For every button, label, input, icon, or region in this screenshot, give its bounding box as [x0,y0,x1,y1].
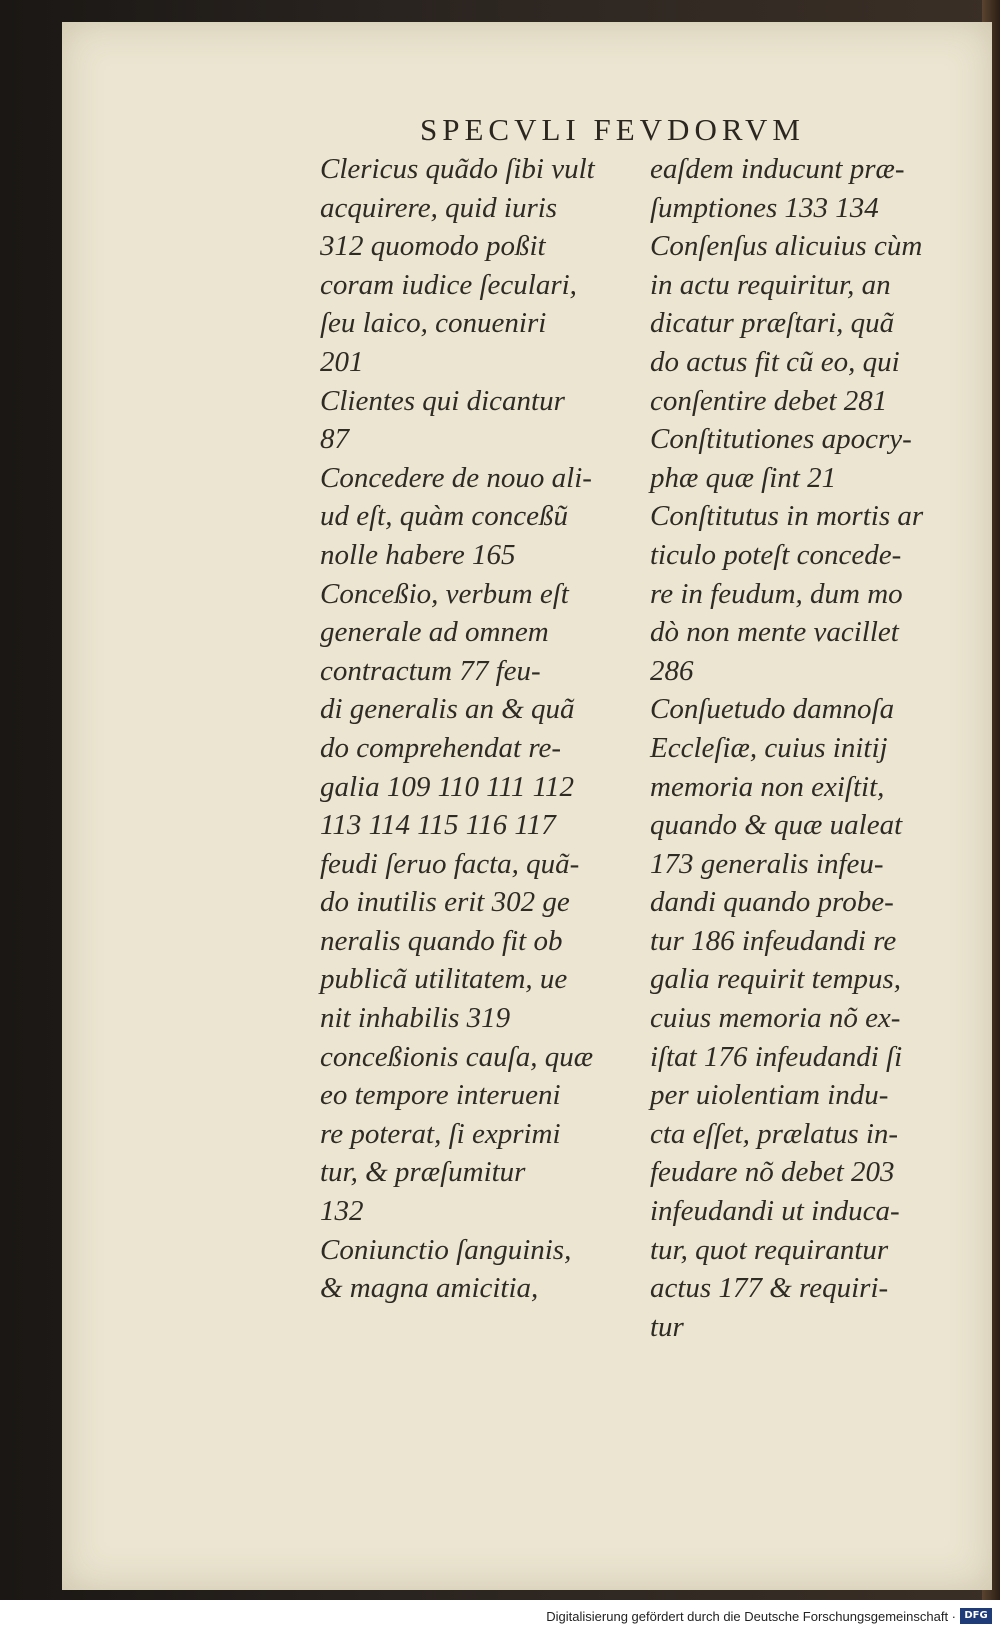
entry-line: acquirere, quid iuris [320,191,558,224]
entry-line: eaſdem inducunt præ- [650,153,905,185]
entry-line: infeudandi ut induca- [650,1195,900,1228]
entry-line: eo tempore interueni [320,1079,561,1112]
entry-line: ud eſt, quàm conceßũ [320,500,569,533]
entry-line: in actu requiritur, an [650,268,891,301]
entry-line: Coniunctio ſanguinis, [320,1233,572,1266]
entry-line: conceßionis cauſa, quæ [320,1040,594,1073]
entry-line: feudare nõ debet 203 [650,1156,895,1189]
entry-line: tur, quot requirantur [650,1233,889,1266]
index-entry [320,575,630,1038]
index-entry [320,382,630,459]
entry-line: Concedere de nouo ali- [320,461,592,494]
entry-line: do actus fit cũ eo, qui [650,345,900,378]
right-column [650,150,950,1346]
entry-line: tur [650,1310,684,1343]
entry-line: memoria non exiſtit, [650,770,885,803]
entry-line: Eccleſiæ, cuius initij [650,731,888,764]
index-entry [650,150,950,227]
entry-line: feudi ſeruo facta, quã- [320,847,580,880]
entry-line: galia 109 110 111 112 [320,770,575,803]
entry-line: publicã utilitatem, ue [320,963,568,996]
entry-line: iſtat 176 infeudandi ſi [650,1040,903,1073]
index-entry [650,497,950,690]
entry-line: generale ad omnem [320,616,549,649]
entry-line: do inutilis erit 302 ge [320,886,570,919]
left-column [320,150,630,1308]
entry-line: 113 114 115 116 117 [320,809,556,842]
entry-line: phæ quæ ſint 21 [650,461,837,494]
entry-line: Clericus quãdo ſibi vult [320,153,595,185]
entry-line: Conſenſus alicuius cùm [650,230,923,263]
entry-line: ticulo poteſt concede- [650,538,902,571]
index-entry [650,227,950,420]
entry-line: do comprehendat re- [320,731,562,764]
entry-line: ſeu laico, conueniri [320,307,547,340]
index-entry [320,1231,630,1308]
entry-line: re poterat, ſi exprimi [320,1117,561,1150]
entry-line: 87 [320,423,349,456]
entry-line: 132 [320,1195,364,1228]
entry-line: dandi quando probe- [650,886,894,919]
entry-line: Conſtitutiones apocry- [650,423,912,456]
entry-line: ſumptiones 133 134 [650,191,879,224]
entry-line: nit inhabilis 319 [320,1002,511,1035]
index-entry [650,420,950,497]
entry-line: 286 [650,654,694,687]
entry-line: nolle habere 165 [320,538,516,571]
entry-line: dicatur præſtari, quã [650,307,895,340]
entry-line: & magna amicitia, [320,1272,539,1305]
footer-bar [0,1600,1000,1634]
entry-line: re in feudum, dum mo [650,577,903,610]
entry-line: actus 177 & requiri- [650,1272,889,1305]
entry-line: Conſtitutus in mortis ar [650,500,924,533]
entry-line: quando & quæ ualeat [650,809,903,842]
entry-line: tur 186 infeudandi re [650,924,897,957]
entry-line: contractum 77 feu- [320,654,541,687]
entry-line: Clientes qui dicantur [320,384,565,417]
entry-line: dò non mente vacillet [650,616,899,649]
entry-line: neralis quando fit ob [320,924,563,957]
funding-note: Digitalisierung gefördert durch die Deutsche Forschungsgemeinschaft · [546,1609,956,1624]
index-entry [320,1038,630,1231]
running-header: SPECVLI FEVDORVM [420,112,805,147]
index-entry [320,150,630,382]
entry-line: per uiolentiam indu- [650,1079,889,1112]
entry-line: 312 quomodo poßit [320,230,546,263]
entry-line: 173 generalis infeu- [650,847,884,880]
entry-line: coram iudice ſeculari, [320,268,577,301]
entry-line: tur, & præſumitur [320,1156,526,1189]
entry-line: cuius memoria nõ ex- [650,1002,901,1035]
entry-line: cta eſſet, prælatus in- [650,1117,899,1150]
index-entry [320,459,630,575]
entry-line: 201 [320,345,364,378]
entry-line: di generalis an & quã [320,693,575,726]
dfg-logo: DFG [960,1608,992,1624]
entry-line: Conceßio, verbum eſt [320,577,569,610]
index-entry [650,690,950,1346]
entry-line: galia requirit tempus, [650,963,902,996]
entry-line: Conſuetudo damnoſa [650,693,895,726]
entry-line: conſentire debet 281 [650,384,888,417]
